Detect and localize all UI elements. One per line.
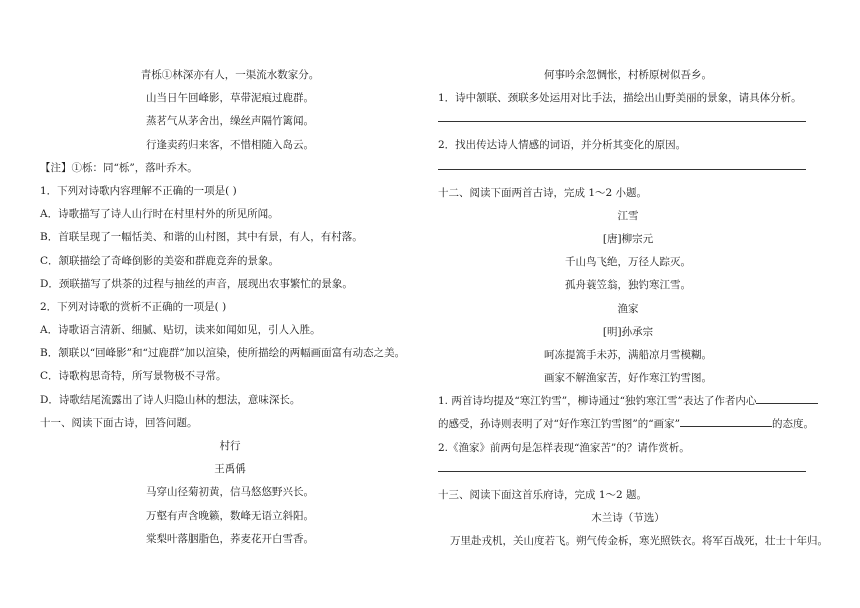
poem2-title: 村行: [219, 440, 241, 452]
right-column: [438, 64, 828, 553]
q12-1-text-a: 1. 两首诗均提及“寒江钓雪”，柳诗通过“独钓寒江雪”表达了作者内心: [438, 395, 757, 408]
q1-option-b: B．首联呈现了一幅恬美、和谐的山村图，其中有景，有人，有村落。: [40, 231, 363, 244]
poem4-line: 画家不解渔家苦，好作寒江钓雪图。: [544, 372, 712, 385]
fill-blank[interactable]: [756, 393, 818, 404]
q1-option-d: D．颈联描写了烘茶的过程与抽丝的声音，展现出农事繁忙的景象。: [40, 277, 353, 290]
q12-1-text-c: 的态度。: [771, 418, 814, 431]
poem3-author: [唐]柳宗元: [602, 232, 654, 245]
left-column: [40, 64, 420, 551]
poem2-author: 王禹偁: [214, 463, 246, 476]
poem3-line: 千山鸟飞绝，万径人踪灭。: [565, 256, 691, 269]
poem2-line: 棠梨叶落胭脂色，荞麦花开白雪香。: [146, 532, 314, 545]
poem4-line: 呵冻提篙手未苏，满船凉月雪模糊。: [544, 348, 712, 361]
poem5-line: 万里赴戎机，关山度若飞。朔气传金柝，寒光照铁衣。将军百战死，壮士十年归。: [450, 535, 828, 548]
question-11-2: 2．找出传达诗人情感的词语，并分析其变化的原因。: [438, 139, 687, 152]
poem5-title: 木兰诗（节选）: [591, 512, 665, 524]
poem3-title: 江雪: [617, 209, 639, 222]
answer-line[interactable]: [438, 168, 806, 170]
q12-1-text-b: 的感受，孙诗则表明了对“好作寒江钓雪图”的“画家”: [438, 418, 680, 431]
poem4-author: [明]孙承宗: [602, 325, 654, 338]
question-11-1: 1．诗中颔联、颈联多处运用对比手法，描绘出山野美丽的景象，请具体分析。: [438, 92, 802, 105]
q2-option-c: C．诗歌构思奇特，所写景物极不寻常。: [40, 370, 227, 383]
question-12-1-cont: [438, 413, 818, 436]
poem2-line: 马穿山径菊初黄，信马悠悠野兴长。: [146, 486, 314, 499]
q1-option-a: A．诗歌描写了诗人山行时在村里村外的所见所闻。: [40, 208, 279, 221]
q2-option-a: A．诗歌语言清新、细腻、贴切，读来如闻如见，引人入胜。: [40, 324, 321, 337]
fill-blank[interactable]: [680, 416, 772, 427]
poem1-line: 蒸茗气从茅舍出，缲丝声隔竹篱闻。: [146, 115, 314, 128]
poem3-line: 孤舟蓑笠翁，独钓寒江雪。: [565, 279, 691, 292]
q2-option-d: D．诗歌结尾流露出了诗人归隐山林的想法，意味深长。: [40, 393, 301, 406]
question-12-2: 2.《渔家》前两句是怎样表现“渔家苦”的？请作赏析。: [438, 441, 690, 454]
poem4-title: 渔家: [617, 302, 639, 315]
question-2: 2．下列对诗歌的赏析不正确的一项是( ): [40, 300, 227, 313]
poem2-last-line: 何事吟余忽惆怅，村桥原树似吾乡。: [544, 69, 712, 81]
poem2-line: 万壑有声含晚籁，数峰无语立斜阳。: [146, 509, 314, 522]
section-11-heading: 十一、阅读下面古诗，回答问题。: [40, 416, 198, 429]
poem1-note: 【注】①栎：同“栎”，落叶乔木。: [40, 161, 198, 174]
question-12-1: [438, 390, 818, 413]
poem1-line: 行逢卖药归来客，不惜相随入岛云。: [146, 138, 314, 151]
q1-option-c: C．颔联描绘了奇峰倒影的美姿和群鹿竞奔的景象。: [40, 254, 280, 267]
question-1: 1．下列对诗歌内容理解不正确的一项是( ): [40, 184, 237, 197]
answer-line[interactable]: [438, 120, 806, 122]
section-12-heading: 十二、阅读下面两首古诗，完成 1～2 小题。: [438, 186, 648, 199]
q2-option-b: B．颔联以“回峰影”和“过鹿群”加以渲染，使所描绘的两幅画面富有动态之美。: [40, 347, 406, 360]
poem1-line: 青栎①林深亦有人，一渠流水数家分。: [140, 69, 320, 81]
section-13-heading: 十三、阅读下面这首乐府诗，完成 1～2 题。: [438, 488, 648, 501]
poem1-line: 山当日午回峰影，草带泥痕过鹿群。: [146, 92, 314, 105]
answer-line[interactable]: [438, 470, 806, 472]
